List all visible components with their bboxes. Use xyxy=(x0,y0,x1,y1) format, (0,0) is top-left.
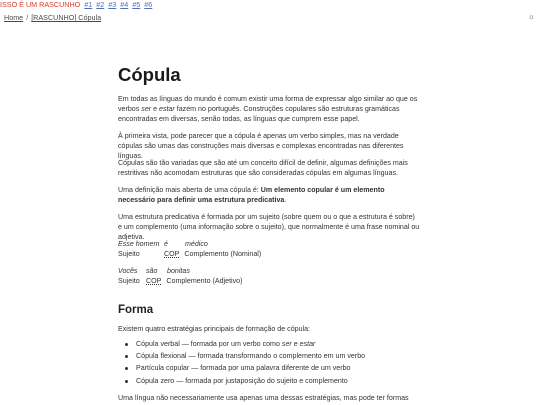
page-title: Cópula xyxy=(118,64,181,85)
sun-icon[interactable]: ☼ xyxy=(527,12,535,21)
example-2-gloss-2: COP xyxy=(146,277,162,285)
draft-link-5[interactable]: #5 xyxy=(132,0,141,9)
example-2-word-3: bonitas xyxy=(167,267,190,275)
example-2-word-2: são xyxy=(146,267,158,275)
example-2-gloss-1: Sujeito xyxy=(118,277,140,285)
list-item xyxy=(118,362,420,374)
paragraph-strategies-intro: Existem quatro estratégias principais de formação de cópula: xyxy=(118,325,311,333)
list-item xyxy=(118,338,420,350)
intro-text-a: Em todas as línguas do mundo é comum existir uma forma de expressar algo similar ao que os verbos xyxy=(118,95,418,113)
breadcrumb xyxy=(4,13,101,23)
intro-em-estar: estar xyxy=(159,105,175,113)
example-1-gloss-2: COP xyxy=(164,250,180,258)
draft-link-1[interactable]: #1 xyxy=(84,0,93,9)
strategy-2-text: Cópula flexional — formada transformando o complemento em um verbo xyxy=(136,352,366,361)
draft-link-2[interactable]: #2 xyxy=(96,0,105,9)
definition-text-b: . xyxy=(284,196,287,204)
paragraph-intro xyxy=(118,94,420,124)
example-2-gloss xyxy=(118,276,242,286)
example-1-word-3: médico xyxy=(185,240,208,248)
section-heading-forma: Forma xyxy=(118,304,154,316)
draft-link-6[interactable]: #6 xyxy=(144,0,153,9)
list-item xyxy=(118,350,420,362)
breadcrumb-home[interactable]: Home xyxy=(4,13,24,22)
paragraph-first-view: À primeira vista, pode parecer que a cópula é apenas um verbo simples, mas na verdade cópulas são umas das construções mais diversas e complexas encontradas nas diferentes línguas. xyxy=(118,132,404,160)
paragraph-variety: Cópulas são tão variadas que são até um conceito difícil de definir, algumas definições mais restritivas não acomodam estruturas que são consideradas cópulas em algumas línguas. xyxy=(118,159,408,177)
draft-banner xyxy=(0,0,152,12)
paragraph-predicative: Uma estrutura predicativa é formada por um sujeito (sobre quem ou o que a estrutura é sobre) e um complemento (uma informação sobre o sujeito), que normalmente é uma frase nominal ou adjetiva. xyxy=(118,213,420,241)
draft-label: ISSO É UM RASCUNHO xyxy=(0,0,81,9)
definition-strong: Um elemento copular é um elemento necessário para definir uma estrutura predicativa xyxy=(118,186,385,204)
definition-text-a: Uma definição mais aberta de uma cópula é: xyxy=(118,186,261,194)
example-1-gloss-1: Sujeito xyxy=(118,250,140,258)
intro-text-c: fazem no português. Construções copulares são estruturas gramáticas encontradas em diversas, senão todas, as línguas que cumprem esse papel. xyxy=(118,105,400,123)
breadcrumb-separator: / xyxy=(26,13,29,22)
strategy-3-text: Partícula copular — formada por uma palavra diferente de um verbo xyxy=(136,364,351,373)
example-1-gloss xyxy=(118,249,261,259)
strategy-1-em-estar: estar xyxy=(299,340,316,348)
intro-text-b: e xyxy=(151,105,160,113)
example-2-words xyxy=(118,266,190,276)
strategy-4-text: Cópula zero — formada por justaposição do sujeito e complemento xyxy=(136,376,348,385)
intro-em-ser: ser xyxy=(141,105,152,113)
draft-link-3[interactable]: #3 xyxy=(108,0,117,9)
strategy-1-text-b: e xyxy=(291,340,300,348)
draft-link-4[interactable]: #4 xyxy=(120,0,129,9)
paragraph-definition xyxy=(118,185,420,205)
paragraph-multiple-strategies: Uma língua não necessariamente usa apenas uma dessas estratégias, mas pode ter formas xyxy=(118,394,409,402)
example-2-gloss-3: Complemento (Adjetivo) xyxy=(166,277,243,285)
list-item xyxy=(118,375,420,387)
example-1-gloss-3: Complemento (Nominal) xyxy=(184,250,262,258)
breadcrumb-current[interactable]: [RASCUNHO] Cópula xyxy=(31,13,102,22)
example-1-words xyxy=(118,239,208,249)
strategy-1-text-a: Cópula verbal — formada por um verbo como xyxy=(136,340,282,348)
example-1-word-1: Esse homem xyxy=(118,240,160,248)
strategy-1-em-ser: ser xyxy=(281,340,292,348)
strategy-list xyxy=(118,338,420,387)
draft-links xyxy=(82,0,152,9)
example-2-word-1: Vocês xyxy=(118,267,138,275)
example-1-word-2: é xyxy=(164,240,168,248)
